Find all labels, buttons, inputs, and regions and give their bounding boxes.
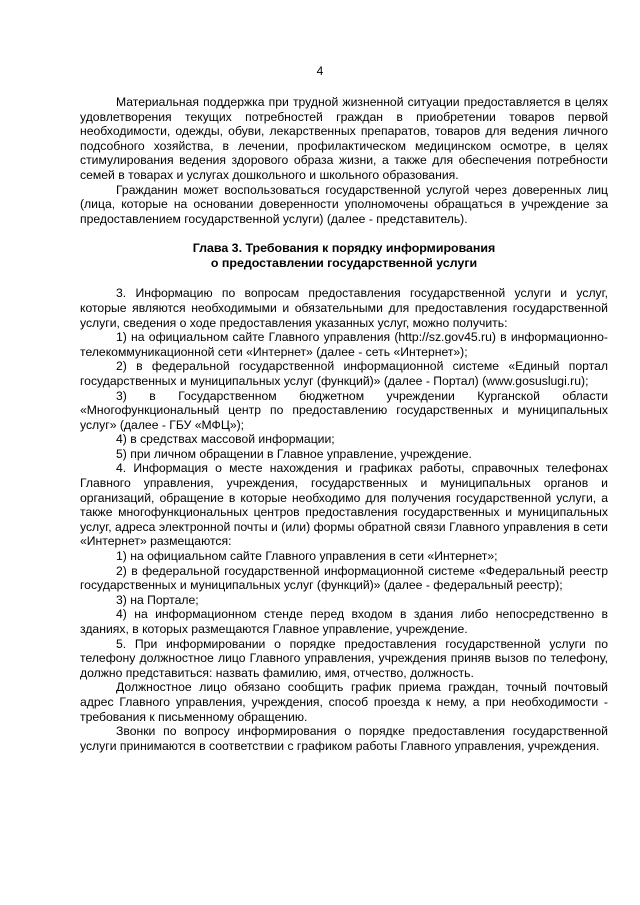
chapter-heading-line: о предоставлении государственной услуги [210, 256, 478, 271]
document-body [80, 95, 608, 753]
paragraph: Материальная поддержка при трудной жизненной ситуации предоставляется в целях удовлетворения текущих потребностей граждан в приобретении товаров первой необходимости, одежды, обуви, лекарственных препаратов, товаров для ведения личного подсобного хозяйства, в лечении, профилактическом медицинском осмотре, в целях стимулирования ведения здорового образа жизни, а также для обеспечения потребности семей в товарах и услугах дошкольного и школьного образования. [80, 95, 608, 182]
list-item: 1) на официальном сайте Главного управления в сети «Интернет»; [116, 549, 498, 564]
page-number: 4 [316, 64, 324, 78]
list-item: 4) на информационном стенде перед входом в здания либо непосредственно в зданиях, в которых размещаются Главное управление, учреждение. [80, 607, 608, 636]
list-item: 2) в федеральной государственной информационной системе «Федеральный реестр государственных и муниципальных услуг (функций)» (далее - федеральный реестр); [80, 563, 608, 593]
list-item: 3) в Государственном бюджетном учреждении Курганской области «Многофункциональный центр по предоставлению государственных и муниципальных услуг» (далее - ГБУ «МФЦ»); [80, 388, 608, 432]
list-item: 2) в федеральной государственной информационной системе «Единый портал государственных и муниципальных услуг (функций)» (далее - Портал) (www.gosuslugi.ru); [80, 359, 608, 388]
paragraph: Должностное лицо обязано сообщить график приема граждан, точный почтовый адрес Главного управления, учреждения, способ проезда к нему, а при необходимости - требования к письменному обращению. [80, 680, 608, 724]
list-item: 1) на официальном сайте Главного управления (http://sz.gov45.ru) в информационно-телекоммуникационной сети «Интернет» (далее - сеть «Интернет»); [80, 330, 608, 359]
paragraph: Звонки по вопросу информирования о порядке предоставления государственной услуги принимаются в соответствии с графиком работы Главного управления, учреждения. [80, 724, 608, 753]
paragraph: 3. Информацию по вопросам предоставления государственной услуги и услуг, которые являются необходимыми и обязательными для предоставления государственной услуги, сведения о ходе предоставления указанных услуг, можно получить: [80, 286, 608, 330]
paragraph: 4. Информация о месте нахождения и графиках работы, справочных телефонах Главного управления, учреждения, государственных и муниципальных органов и организаций, обращение в которые необходимо для получения государственной услуги, а также многофункциональных центров предоставления государственных и муниципальных услуг, адреса электронной почты и (или) формы обратной связи Главного управления в сети «Интернет» размещаются: [80, 461, 608, 549]
list-item: 3) на Портале; [116, 592, 199, 607]
list-item: 4) в средствах массовой информации; [116, 432, 335, 447]
paragraph: 5. При информировании о порядке предоставления государственной услуги по телефону должностное лицо Главного управления, учреждения приняв вызов по телефону, должно представиться: назвать фамилию, имя, отчество, должность. [80, 636, 608, 680]
chapter-heading-line: Глава 3. Требования к порядку информирования [192, 241, 496, 256]
paragraph: Гражданин может воспользоваться государственной услугой через доверенных лиц (лица, которые на основании доверенности уполномочены обращаться в учреждение за предоставлением государственной услуги) (далее - представитель). [80, 182, 608, 226]
list-item: 5) при личном обращении в Главное управление, учреждение. [116, 446, 472, 461]
